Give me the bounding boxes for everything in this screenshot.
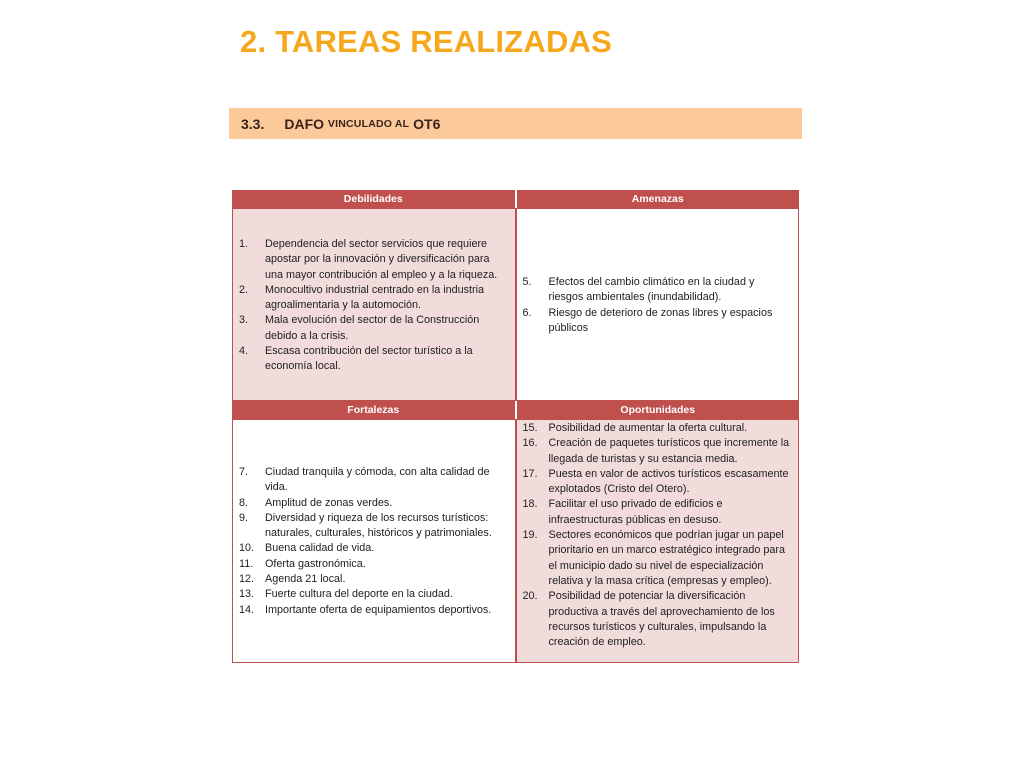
dafo-header-row-top	[232, 190, 799, 208]
item-text: Dependencia del sector servicios que requiere apostar por la innovación y diversificación para una mayor contribución al empleo y a la riqueza.	[265, 238, 498, 281]
item-number: 12.	[239, 573, 255, 586]
list-item	[523, 467, 791, 498]
dafo-header-row-bottom	[232, 401, 799, 419]
item-number: 14.	[239, 603, 255, 616]
list-item	[523, 421, 791, 436]
list-item	[239, 313, 507, 344]
item-number: 19.	[522, 529, 538, 542]
amenazas-header: Amenazas	[515, 190, 800, 208]
list-item	[239, 541, 507, 556]
item-text: Efectos del cambio climático en la ciudad y riesgos ambientales (inundabilidad).	[548, 276, 755, 304]
page-title: 2. TAREAS REALIZADAS	[240, 24, 613, 59]
item-number: 6.	[522, 306, 532, 319]
item-number: 11.	[239, 557, 254, 570]
fortalezas-header: Fortalezas	[232, 401, 515, 419]
list-item	[523, 306, 791, 337]
dafo-row-bottom	[232, 419, 799, 663]
item-text: Oferta gastronómica.	[265, 557, 366, 570]
item-text: Diversidad y riqueza de los recursos turísticos: naturales, culturales, históricos y patrimoniales.	[265, 511, 492, 540]
debilidades-cell	[232, 208, 516, 401]
item-text: Importante oferta de equipamientos deportivos.	[265, 603, 492, 616]
section-label-dafo: DAFO	[284, 115, 325, 132]
item-text: Creación de paquetes turísticos que incremente la llegada de turistas y su estancia media.	[548, 437, 790, 465]
item-number: 4.	[239, 345, 249, 358]
item-text: Posibilidad de aumentar la oferta cultural.	[548, 422, 748, 434]
list-item	[239, 511, 507, 542]
item-text: Posibilidad de potenciar la diversificación productiva a través del aprovechamiento de los recursos turísticos y culturales, impulsando la creación de empleo.	[548, 590, 775, 649]
dafo-row-top	[232, 208, 799, 401]
list-item	[523, 275, 791, 306]
list-item	[523, 497, 791, 528]
oportunidades-header: Oportunidades	[515, 401, 800, 419]
list-item	[239, 603, 507, 618]
item-number: 2.	[239, 283, 249, 296]
item-number: 7.	[239, 466, 249, 478]
section-banner	[229, 108, 802, 139]
dafo-table	[232, 190, 799, 663]
item-text: Buena calidad de vida.	[265, 542, 375, 555]
item-number: 13.	[239, 588, 255, 601]
amenazas-cell	[516, 208, 800, 401]
item-text: Fuerte cultura del deporte en la ciudad.	[265, 588, 453, 601]
item-text: Escasa contribución del sector turístico a la economía local.	[265, 345, 473, 373]
item-number: 10.	[239, 542, 255, 555]
item-number: 20.	[522, 590, 538, 603]
oportunidades-cell	[516, 419, 800, 663]
list-item	[523, 436, 791, 467]
list-item	[523, 589, 791, 650]
item-number: 17.	[522, 467, 538, 480]
item-text: Riesgo de deterioro de zonas libres y espacios públicos	[548, 306, 773, 334]
list-item	[239, 465, 507, 496]
section-label-small: VINCULADO AL	[327, 117, 410, 130]
list-item	[239, 587, 507, 602]
item-number: 1.	[239, 238, 249, 250]
item-text: Amplitud de zonas verdes.	[265, 496, 393, 509]
list-item	[239, 496, 507, 511]
list-item	[239, 237, 507, 283]
item-text: Monocultivo industrial centrado en la industria agroalimentaria y la automoción.	[265, 283, 485, 312]
item-number: 9.	[239, 511, 249, 524]
item-text: Agenda 21 local.	[265, 573, 346, 586]
list-item	[239, 344, 507, 375]
item-text: Puesta en valor de activos turísticos escasamente explotados (Cristo del Otero).	[548, 467, 789, 496]
item-text: Facilitar el uso privado de edificios e infraestructuras públicas en desuso.	[548, 498, 723, 526]
item-text: Mala evolución del sector de la Construcción debido a la crisis.	[265, 314, 480, 342]
list-item	[523, 528, 791, 589]
fortalezas-cell	[232, 419, 516, 663]
list-item	[239, 283, 507, 314]
item-number: 8.	[239, 496, 249, 509]
item-number: 18.	[522, 498, 538, 511]
item-text: Ciudad tranquila y cómoda, con alta calidad de vida.	[265, 466, 490, 494]
item-number: 15.	[522, 422, 538, 434]
debilidades-header: Debilidades	[232, 190, 515, 208]
item-number: 16.	[522, 437, 538, 450]
section-label-ot: OT6	[413, 115, 441, 132]
item-number: 3.	[239, 314, 249, 327]
item-text: Sectores económicos que podrían jugar un papel prioritario en un marco estratégico integrado para el municipio dado su nivel de especialización relativa y la masa crítica (empresas y empleo).	[548, 529, 785, 587]
list-item	[239, 572, 507, 587]
section-number: 3.3.	[241, 115, 265, 132]
list-item	[239, 557, 507, 572]
item-number: 5.	[522, 276, 532, 288]
